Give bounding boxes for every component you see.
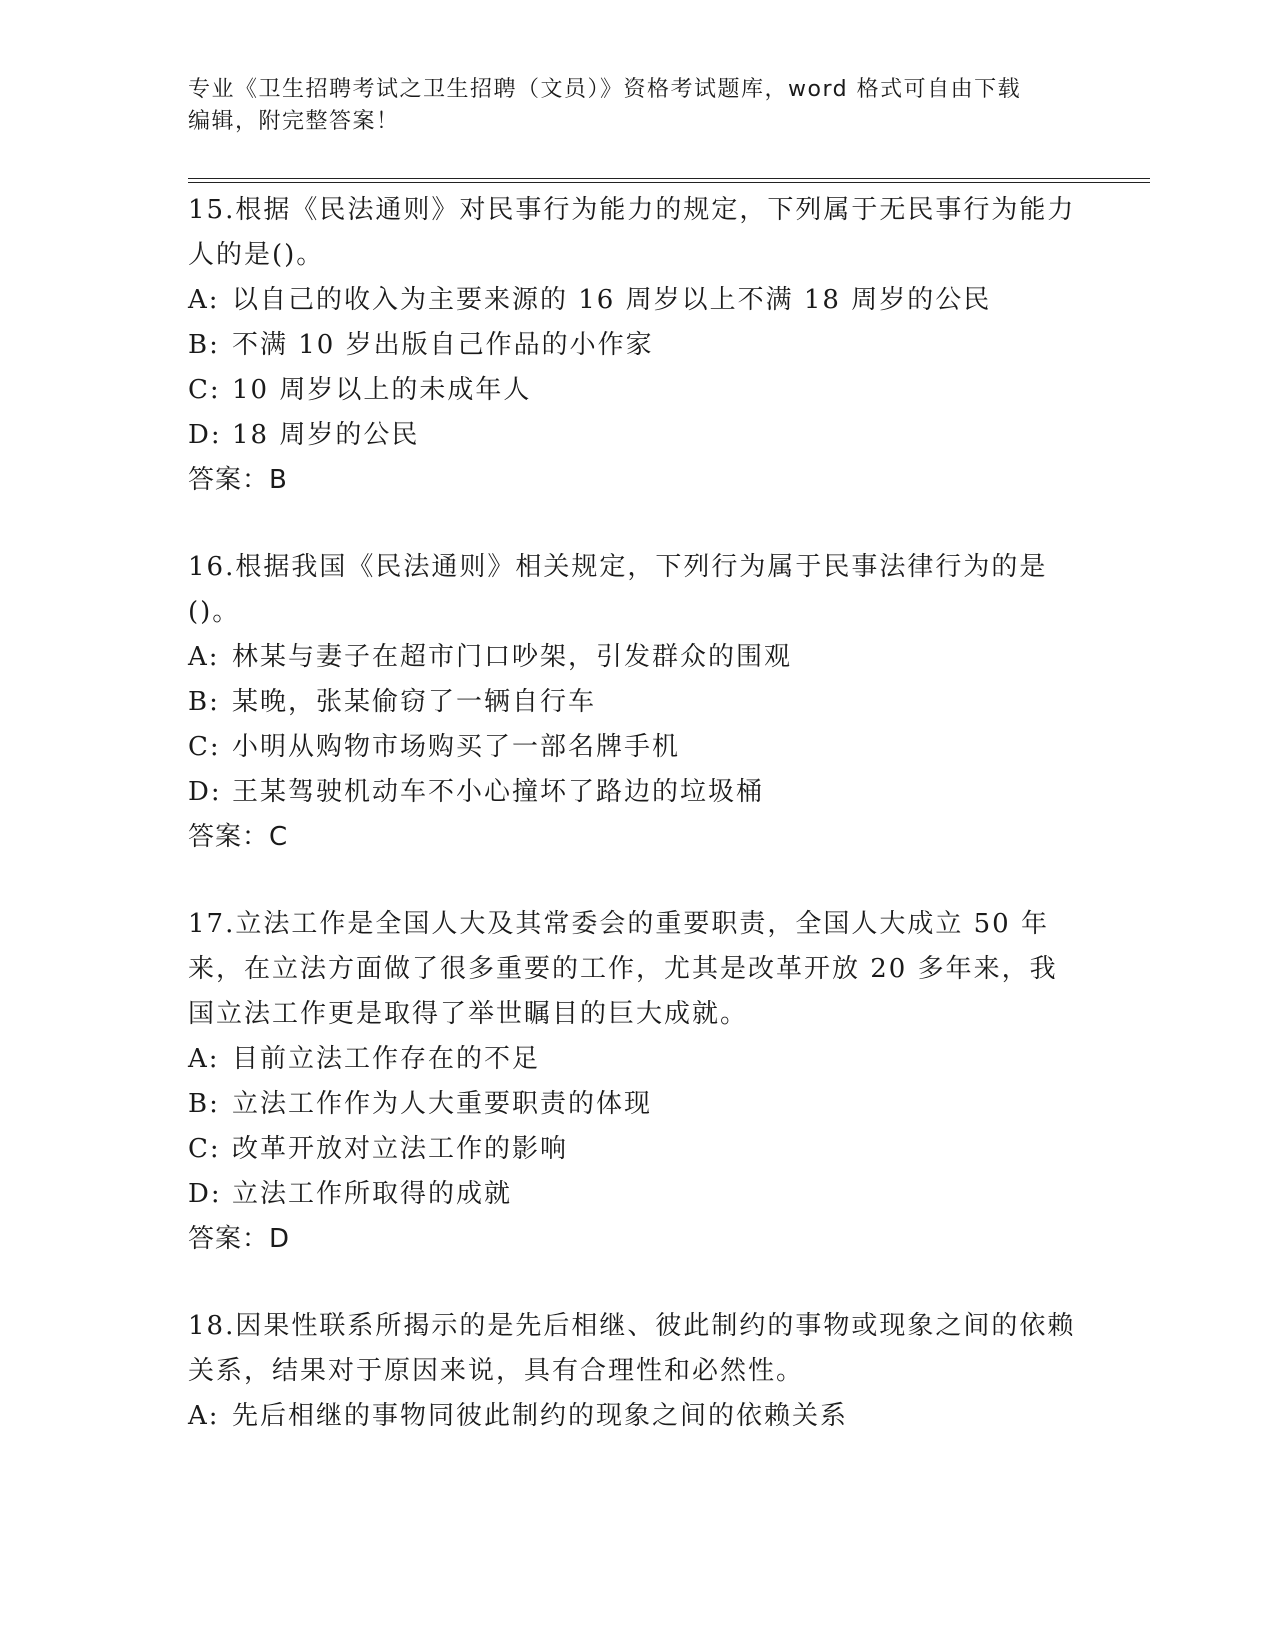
option-text: 王某驾驶机动车不小心撞坏了路边的垃圾桶	[232, 777, 765, 807]
header-rule-top	[188, 178, 1150, 179]
option-letter: A:	[188, 1044, 220, 1074]
header-rule-bottom	[188, 182, 1150, 183]
option-text: 立法工作所取得的成就	[232, 1179, 513, 1209]
option-c	[188, 725, 1078, 770]
option-a	[188, 1037, 1078, 1082]
option-text: 以自己的收入为主要来源的 16 周岁以上不满 18 周岁的公民	[232, 285, 992, 315]
question-stem: 16.根据我国《民法通则》相关规定，下列行为属于民事法律行为的是()。	[188, 552, 1048, 627]
option-a	[188, 635, 1078, 680]
question-16	[188, 545, 1078, 860]
option-letter: B:	[188, 687, 220, 717]
option-text: 先后相继的事物同彼此制约的现象之间的依赖关系	[232, 1401, 849, 1431]
header-line-2: 编辑，附完整答案！	[188, 109, 400, 134]
option-text: 10 周岁以上的未成年人	[232, 375, 532, 405]
option-letter: D:	[188, 777, 222, 807]
option-b	[188, 323, 1078, 368]
document-header	[188, 74, 1068, 138]
option-a	[188, 1394, 1078, 1439]
answer-line: 答案：C	[188, 822, 289, 852]
option-letter: A:	[188, 1401, 220, 1431]
question-stem: 15.根据《民法通则》对民事行为能力的规定，下列属于无民事行为能力人的是()。	[188, 195, 1076, 270]
option-d	[188, 1172, 1078, 1217]
option-letter: A:	[188, 642, 220, 672]
answer-line: 答案：B	[188, 465, 288, 495]
option-text: 18 周岁的公民	[232, 420, 420, 450]
option-c	[188, 368, 1078, 413]
option-letter: D:	[188, 1179, 222, 1209]
option-letter: B:	[188, 330, 220, 360]
option-a	[188, 278, 1078, 323]
option-text: 立法工作作为人大重要职责的体现	[232, 1089, 653, 1119]
option-text: 小明从购物市场购买了一部名牌手机	[232, 732, 681, 762]
question-15	[188, 188, 1078, 503]
option-text: 林某与妻子在超市门口吵架，引发群众的围观	[232, 642, 793, 672]
option-d	[188, 413, 1078, 458]
option-text: 不满 10 岁出版自己作品的小作家	[232, 330, 654, 360]
option-b	[188, 1082, 1078, 1127]
option-letter: C:	[188, 732, 221, 762]
question-list	[188, 188, 1078, 1481]
question-17	[188, 902, 1078, 1262]
option-letter: C:	[188, 375, 221, 405]
option-letter: B:	[188, 1089, 220, 1119]
answer-line: 答案：D	[188, 1224, 291, 1254]
question-stem: 18.因果性联系所揭示的是先后相继、彼此制约的事物或现象之间的依赖关系，结果对于原因来说，具有合理性和必然性。	[188, 1311, 1076, 1386]
option-text: 改革开放对立法工作的影响	[232, 1134, 569, 1164]
option-letter: A:	[188, 285, 220, 315]
option-letter: C:	[188, 1134, 221, 1164]
header-line-1: 专业《卫生招聘考试之卫生招聘（文员）》资格考试题库，word 格式可自由下载	[188, 77, 1022, 102]
option-text: 目前立法工作存在的不足	[232, 1044, 541, 1074]
option-letter: D:	[188, 420, 222, 450]
option-c	[188, 1127, 1078, 1172]
option-d	[188, 770, 1078, 815]
option-text: 某晚，张某偷窃了一辆自行车	[232, 687, 597, 717]
option-b	[188, 680, 1078, 725]
question-18	[188, 1304, 1078, 1439]
question-stem: 17.立法工作是全国人大及其常委会的重要职责，全国人大成立 50 年来，在立法方面做了很多重要的工作，尤其是改革开放 20 多年来，我国立法工作更是取得了举世瞩目的巨大成就。	[188, 909, 1058, 1029]
